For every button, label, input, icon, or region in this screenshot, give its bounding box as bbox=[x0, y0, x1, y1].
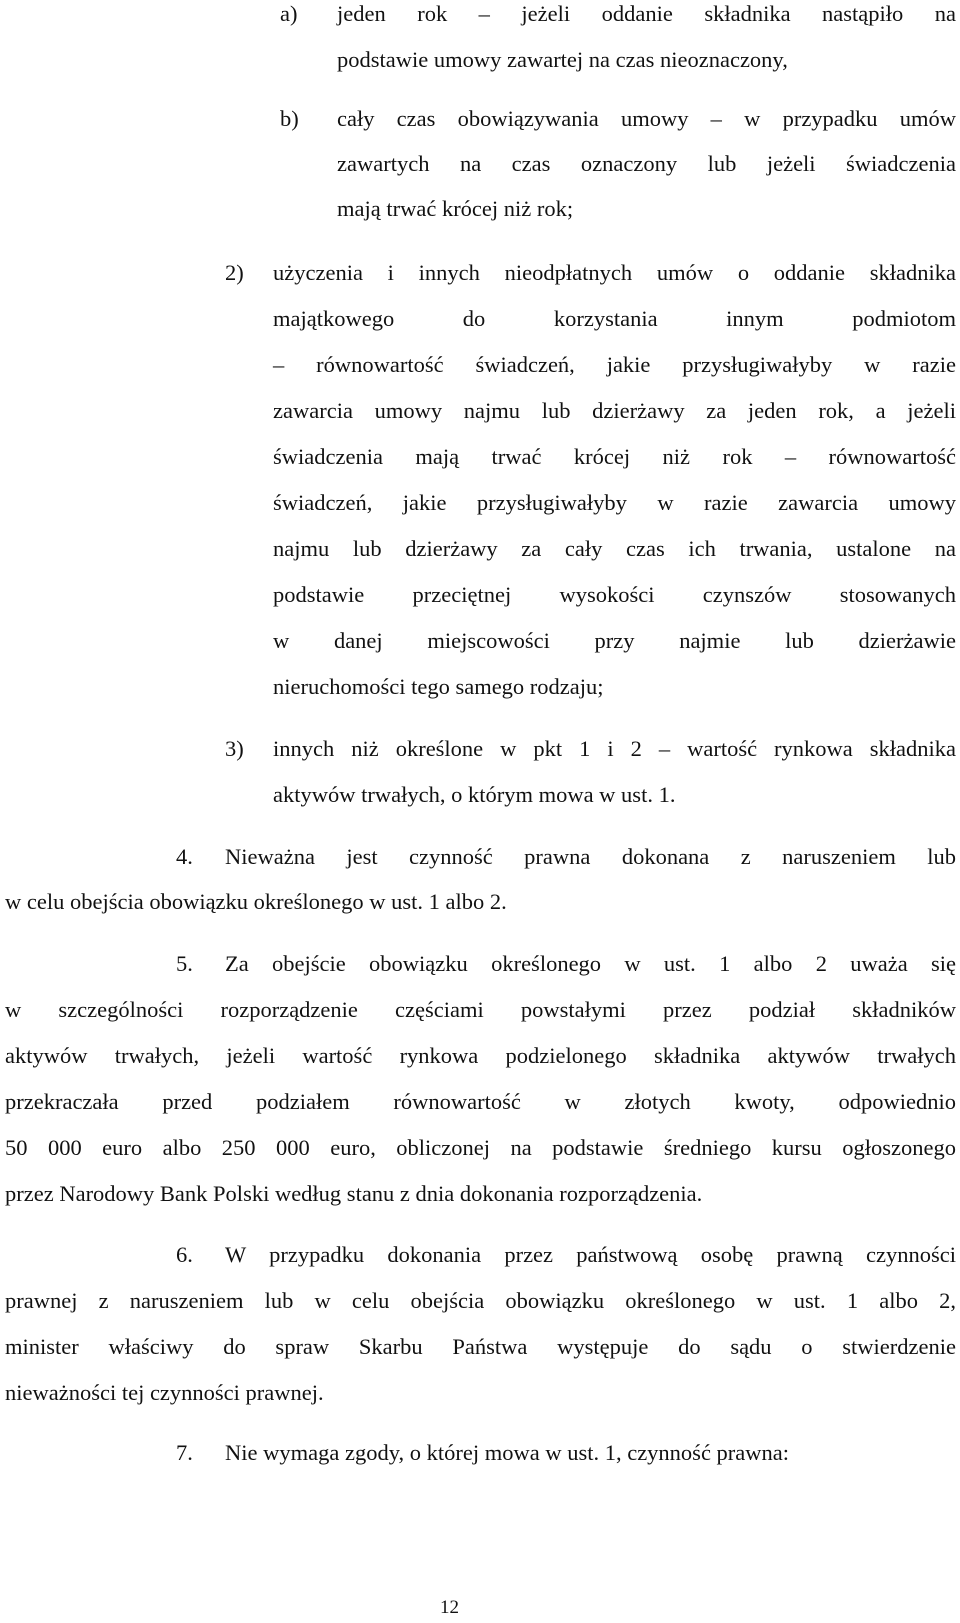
text-line: użyczenia i innych nieodpłatnych umów o oddanie składnika bbox=[273, 260, 956, 285]
paragraph-marker: 5. bbox=[176, 951, 193, 976]
paragraph-marker: 7. bbox=[176, 1440, 193, 1465]
text-line: w celu obejścia obowiązku określonego w ust. 1 albo 2. bbox=[5, 889, 507, 914]
text-line: 50 000 euro albo 250 000 euro, obliczonej na podstawie średniego kursu ogłoszonego bbox=[5, 1135, 956, 1160]
text-line: majątkowego do korzystania innym podmiotom bbox=[273, 306, 956, 331]
text-line: Nieważna jest czynność prawna dokonana z naruszeniem lub bbox=[225, 844, 956, 869]
paragraph-marker: 4. bbox=[176, 844, 193, 869]
text-line: podstawie przeciętnej wysokości czynszów stosowanych bbox=[273, 582, 956, 607]
paragraph-marker: 6. bbox=[176, 1242, 193, 1267]
text-line: jeden rok – jeżeli oddanie składnika nastąpiło na bbox=[337, 1, 956, 26]
text-line: świadczenia mają trwać krócej niż rok – równowartość bbox=[273, 444, 956, 469]
text-line: świadczeń, jakie przysługiwałyby w razie zawarcia umowy bbox=[273, 490, 956, 515]
text-line: w danej miejscowości przy najmie lub dzierżawie bbox=[273, 628, 956, 653]
text-line: najmu lub dzierżawy za cały czas ich trwania, ustalone na bbox=[273, 536, 956, 561]
text-line: – równowartość świadczeń, jakie przysługiwałyby w razie bbox=[273, 352, 956, 377]
text-line: W przypadku dokonania przez państwową osobę prawną czynności bbox=[225, 1242, 956, 1267]
text-line: w szczególności rozporządzenie częściami powstałymi przez podział składników bbox=[5, 997, 956, 1022]
paragraph-marker: a) bbox=[280, 1, 298, 26]
text-line: mają trwać krócej niż rok; bbox=[337, 196, 574, 221]
text-line: nieważności tej czynności prawnej. bbox=[5, 1380, 324, 1405]
text-line: przez Narodowy Bank Polski według stanu z dnia dokonania rozporządzenia. bbox=[5, 1181, 703, 1206]
page-number: 12 bbox=[440, 1597, 459, 1618]
paragraph-marker: 3) bbox=[225, 736, 244, 761]
text-line: aktywów trwałych, jeżeli wartość rynkowa podzielonego składnika aktywów trwałych bbox=[5, 1043, 956, 1068]
text-line: podstawie umowy zawartej na czas nieoznaczony, bbox=[337, 47, 788, 72]
text-line: Za obejście obowiązku określonego w ust. 1 albo 2 uważa się bbox=[225, 951, 956, 976]
text-line: prawnej z naruszeniem lub w celu obejścia obowiązku określonego w ust. 1 albo 2, bbox=[5, 1288, 956, 1313]
text-line: przekraczała przed podziałem równowartość w złotych kwoty, odpowiednio bbox=[5, 1089, 956, 1114]
text-line: cały czas obowiązywania umowy – w przypadku umów bbox=[337, 106, 956, 131]
paragraph-marker: 2) bbox=[225, 260, 244, 285]
text-line: nieruchomości tego samego rodzaju; bbox=[273, 674, 604, 699]
paragraph-marker: b) bbox=[280, 106, 299, 131]
text-line: aktywów trwałych, o którym mowa w ust. 1. bbox=[273, 782, 676, 807]
text-line: zawartych na czas oznaczony lub jeżeli świadczenia bbox=[337, 151, 956, 176]
text-line: Nie wymaga zgody, o której mowa w ust. 1, czynność prawna: bbox=[225, 1440, 790, 1465]
text-line: zawarcia umowy najmu lub dzierżawy za jeden rok, a jeżeli bbox=[273, 398, 956, 423]
text-line: innych niż określone w pkt 1 i 2 – wartość rynkowa składnika bbox=[273, 736, 956, 761]
text-line: minister właściwy do spraw Skarbu Państwa występuje do sądu o stwierdzenie bbox=[5, 1334, 956, 1359]
